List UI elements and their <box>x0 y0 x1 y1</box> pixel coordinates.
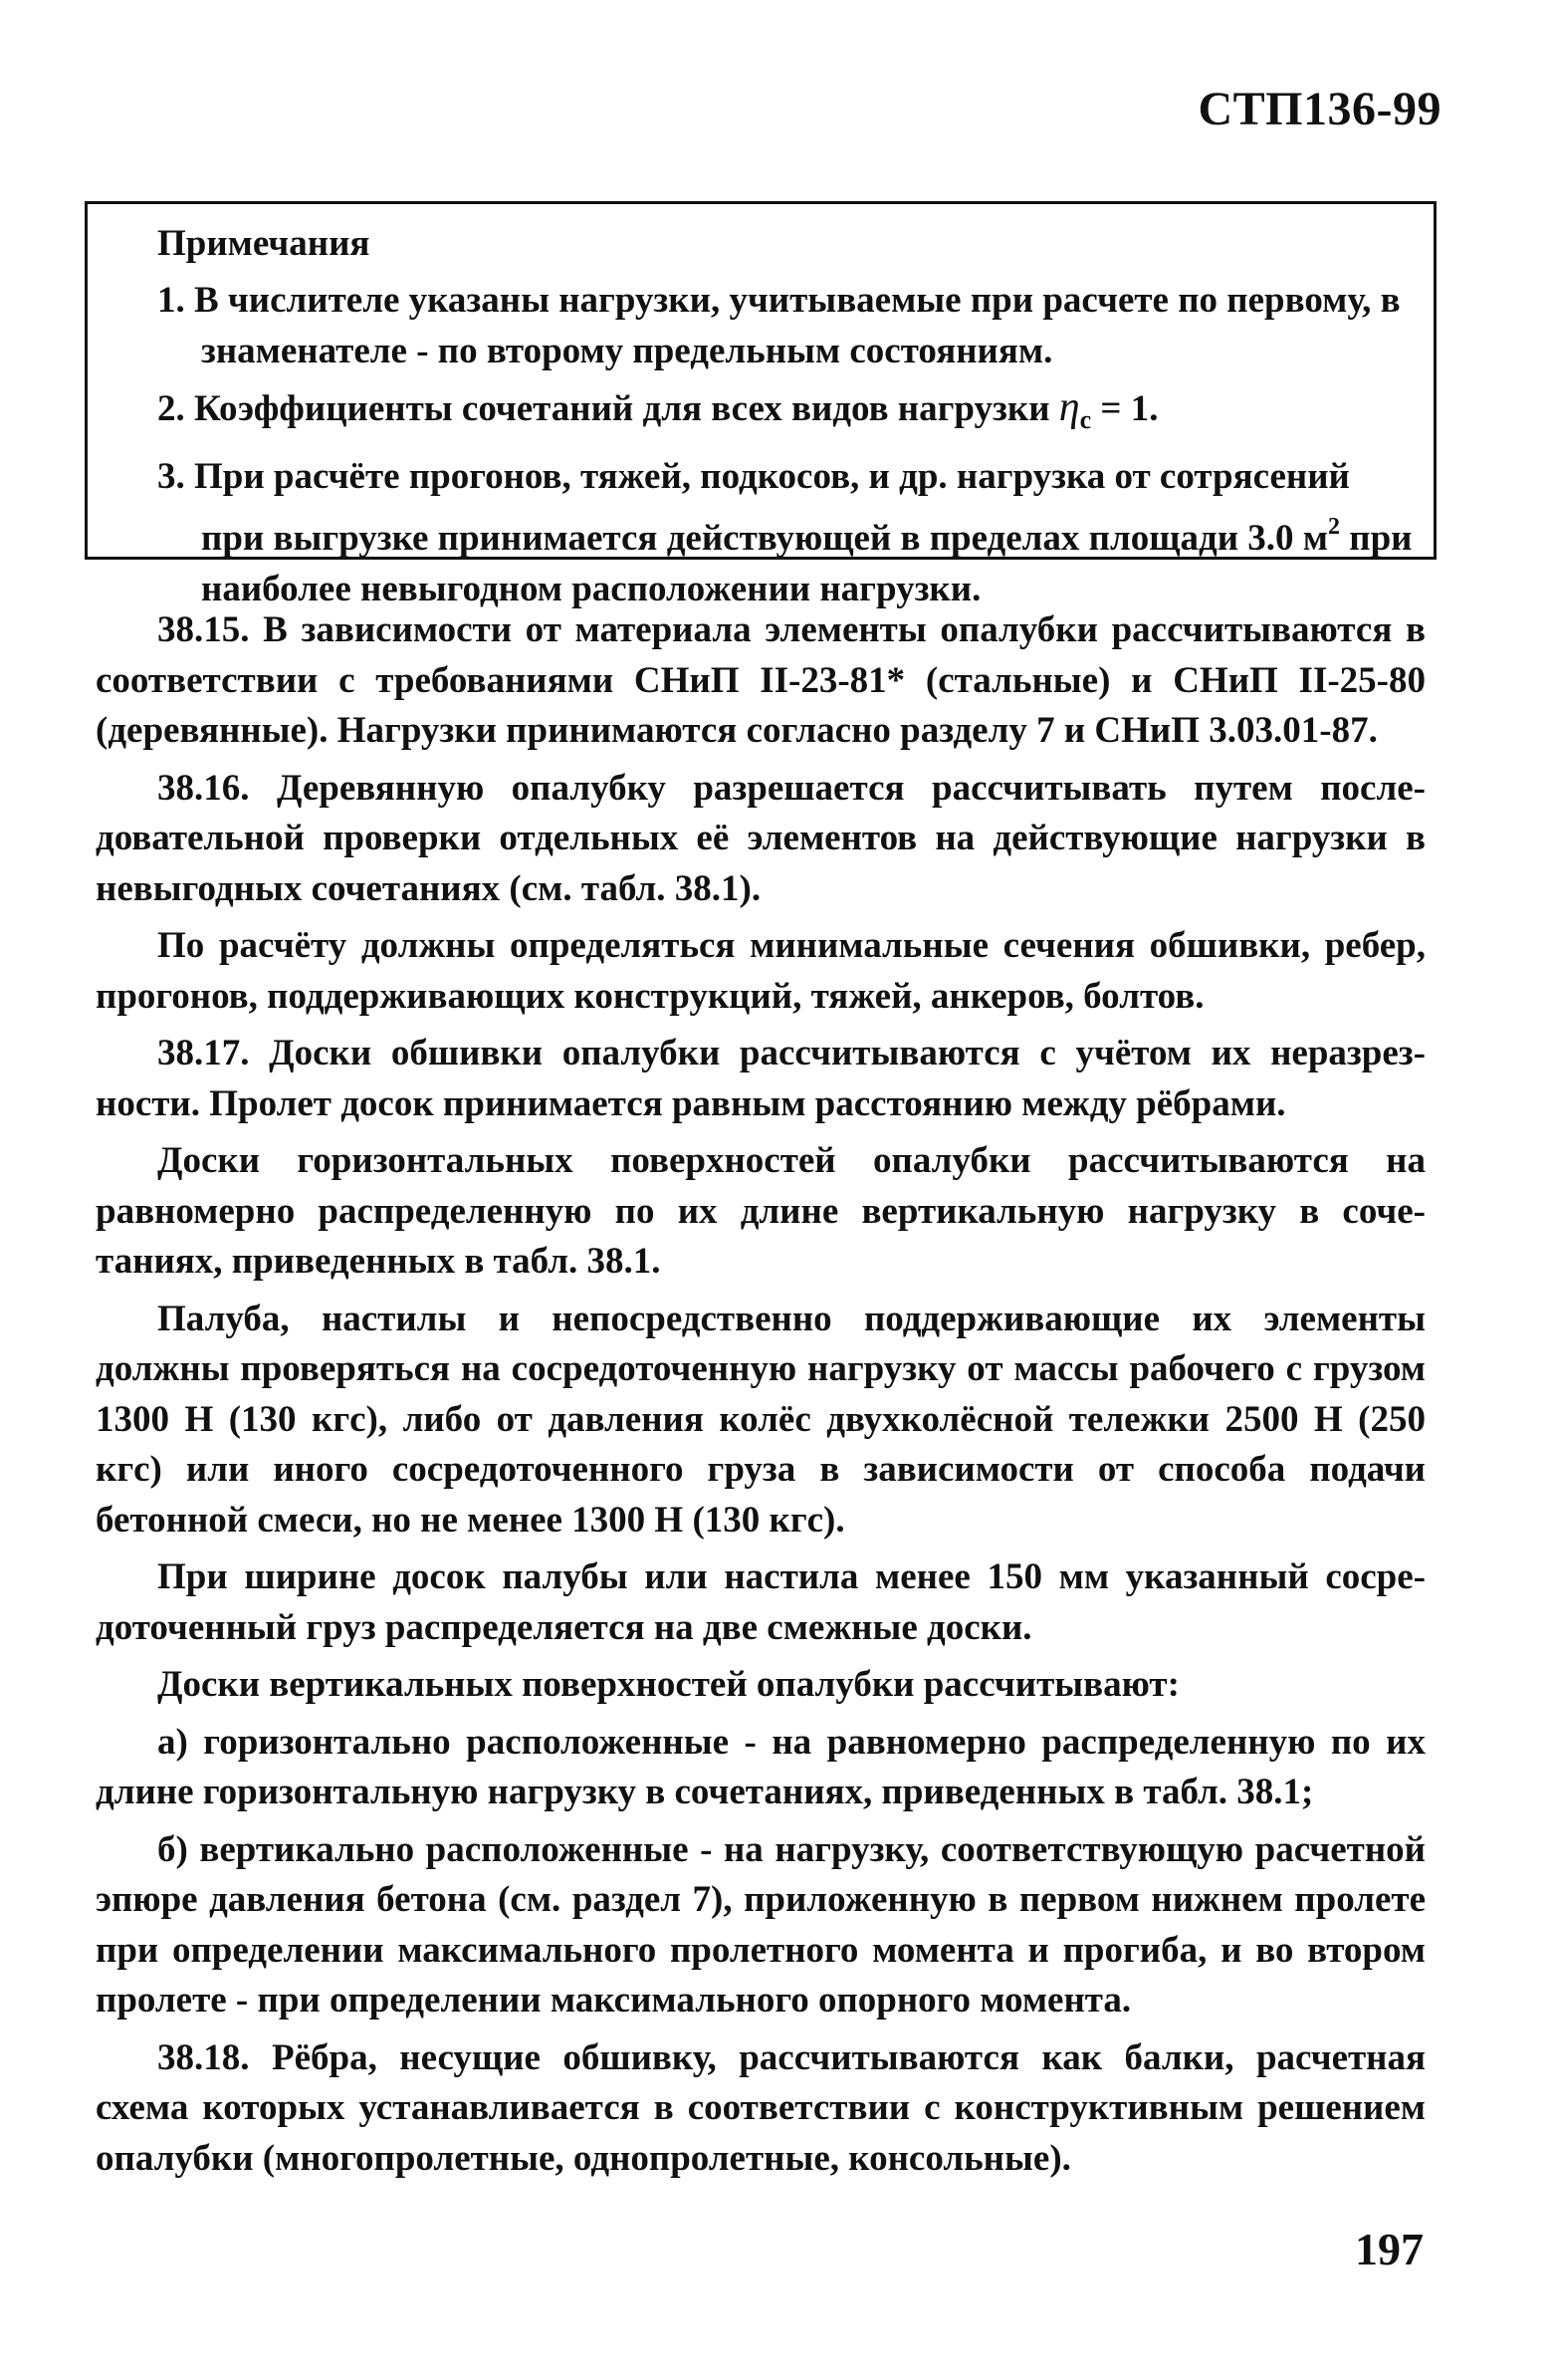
paragraph-38-18: 38.18. Рёбра, несущие обшивку, рассчитываются как балки, расчетная схема которых устанавливается в соответствии с конструктивным решением опалубки (многопролетные, однопролетные, консольные). <box>96 2036 1426 2179</box>
note-item-3-superscript: 2 <box>1328 514 1340 540</box>
notes-box <box>85 201 1437 609</box>
eta-subscript: c <box>1079 405 1092 434</box>
note-item-2 <box>157 382 1418 445</box>
paragraph-board-width: При ширине досок палубы или настила менее 150 мм указанный сосредоточенный груз распределяется на две смежные доски. <box>96 1556 1426 1648</box>
note-item-3-tail: при наиболее невыгодном расположении нагрузки. <box>201 518 1413 609</box>
note-item-2-value: = 1. <box>1091 388 1159 429</box>
paragraph-horizontal-boards: Доски горизонтальных поверхностей опалубки рассчитываются на равномерно распределенную по их длине вертикальную нагрузку в сочетаниях, приведенных в табл. 38.1. <box>96 1140 1426 1282</box>
note-item-3-text: 3. При расчёте прогонов, тяжей, подкосов, и др. нагрузка от сотрясений при выгрузке принимается действующей в пределах площади 3.0 м <box>157 456 1350 559</box>
paragraph-38-17: 38.17. Доски обшивки опалубки рассчитываются с учётом их неразрезности. Пролет досок принимается равным расстоянию между рёбрами. <box>96 1033 1426 1124</box>
page-number: 197 <box>1355 2224 1424 2274</box>
list-item-a: а) горизонтально расположенные - на равномерно распределенную по их длине горизонтальную нагрузку в сочетаниях, приведенных в табл. 38.1; <box>96 1721 1426 1812</box>
body-text <box>96 605 1426 2191</box>
document-code-header: СТП136-99 <box>1198 83 1442 135</box>
list-item-b: б) вертикально расположенные - на нагрузку, соответствующую расчетной эпюре давления бетона (см. раздел 7), приложенную в первом нижнем пролете при определении максимального пролетного момента и прогиба, и во втором пролете - при определении максимального опорного момента. <box>96 1828 1426 2021</box>
note-item-1: 1. В числителе указаны нагрузки, учитываемые при расчете по первому, в знаменателе - по второму предельным состояниям. <box>157 280 1401 371</box>
eta-symbol: η <box>1058 384 1080 430</box>
paragraph-38-15: 38.15. В зависимости от материала элементы опалубки рассчитываются в соответствии с требованиями СНиП II-23-81* (стальные) и СНиП II-25-80 (деревянные). Нагрузки принимаются согласно разделу 7 и СНиП 3.03.01-87. <box>96 609 1426 751</box>
paragraph-38-16: 38.16. Деревянную опалубку разрешается рассчитывать путем последовательной проверки отдельных её элементов на действующие нагрузки в невыгодных сочетаниях (см. табл. 38.1). <box>96 767 1426 909</box>
note-item-2-text: 2. Коэффициенты сочетаний для всех видов нагрузки <box>157 388 1050 429</box>
notes-title: Примечания <box>157 223 370 264</box>
paragraph-calc-sections: По расчёту должны определяться минимальные сечения обшивки, ребер, прогонов, поддерживающих конструкций, тяжей, анкеров, болтов. <box>96 925 1426 1017</box>
paragraph-deck-load: Палуба, настилы и непосредственно поддерживающие их элементы должны проверяться на сосредоточенную нагрузку от массы рабочего с грузом 1300 Н (130 кгс), либо от давления колёс двухколёсной тележки 2500 Н (250 кгс) или иного сосредоточенного груза в зависимости от способа подачи бетонной смеси, но не менее 1300 Н (130 кгс). <box>96 1298 1426 1541</box>
note-item-3 <box>157 451 1418 614</box>
paragraph-vertical-boards: Доски вертикальных поверхностей опалубки рассчитывают: <box>157 1664 1180 1705</box>
